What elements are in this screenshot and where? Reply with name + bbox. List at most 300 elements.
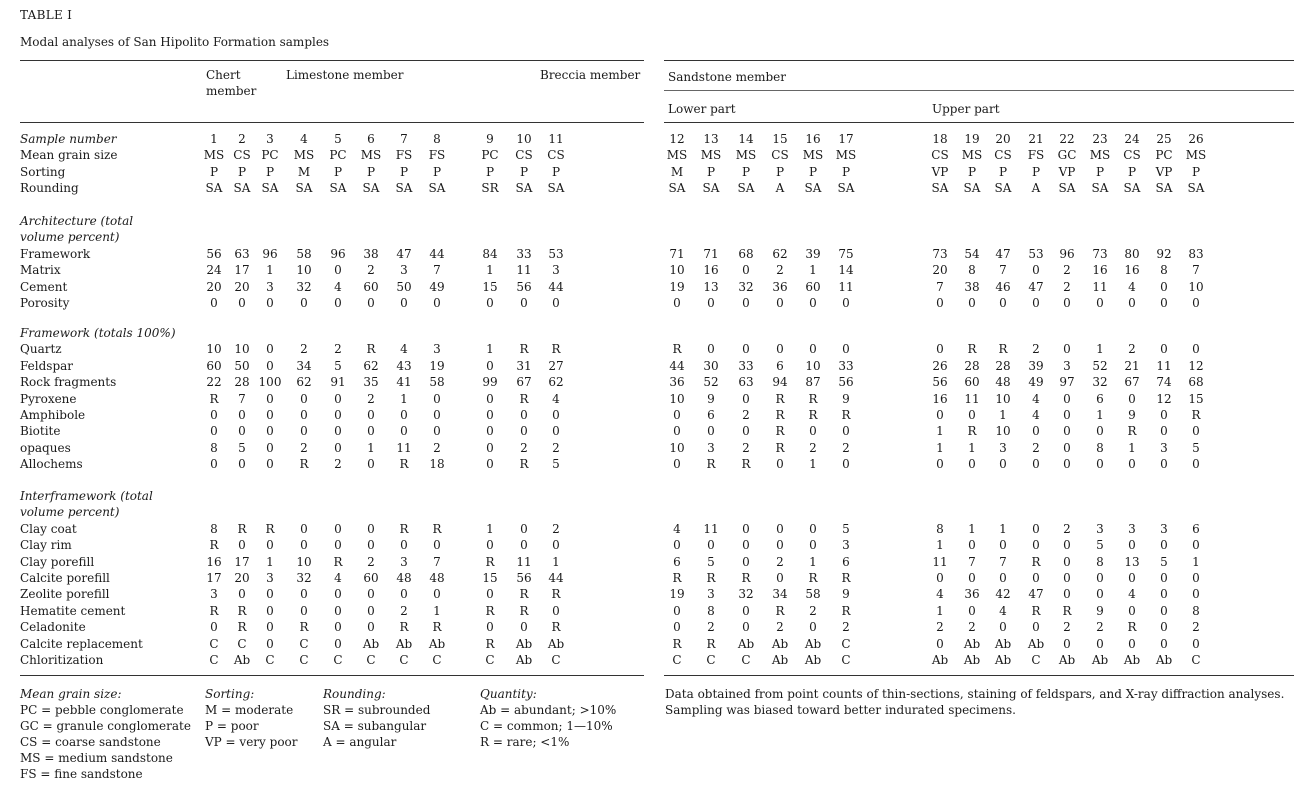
table-cell: 4 bbox=[400, 342, 408, 357]
table-cell: R bbox=[519, 457, 529, 472]
table-cell: 9 bbox=[1096, 603, 1104, 618]
table-cell: 0 bbox=[334, 603, 342, 618]
table-cell: 2 bbox=[776, 620, 784, 635]
table-cell: 0 bbox=[334, 620, 342, 635]
table-cell: 0 bbox=[968, 457, 976, 472]
table-cell: 0 bbox=[433, 424, 441, 439]
table-cell: C bbox=[1191, 653, 1201, 667]
table-cell: 2 bbox=[400, 603, 408, 618]
table-cell: R bbox=[741, 457, 751, 472]
table-cell: 0 bbox=[486, 296, 494, 310]
table-cell: 0 bbox=[673, 538, 681, 553]
row-label: Zeolite porefill bbox=[20, 587, 110, 602]
table-cell: 0 bbox=[1160, 279, 1168, 294]
table-cell: 46 bbox=[995, 279, 1011, 294]
table-cell: 83 bbox=[1188, 246, 1204, 261]
table-cell: 0 bbox=[1128, 636, 1136, 651]
table-cell: 7 bbox=[1192, 263, 1200, 278]
table-cell: R bbox=[672, 342, 682, 357]
table-cell: 1 bbox=[210, 132, 218, 146]
table-cell: R bbox=[399, 457, 409, 472]
table-cell: 33 bbox=[838, 358, 854, 373]
table-cell: 3 bbox=[1160, 521, 1168, 536]
table-cell: CS bbox=[771, 148, 789, 163]
table-cell: 0 bbox=[266, 457, 274, 472]
table-cell: 1 bbox=[1128, 440, 1136, 455]
table-cell: 0 bbox=[1160, 424, 1168, 439]
table-cell: 0 bbox=[433, 538, 441, 553]
table-cell: SA bbox=[515, 181, 533, 196]
table-cell: 0 bbox=[809, 538, 817, 553]
row-label: Rounding bbox=[20, 181, 79, 196]
table-cell: C bbox=[237, 636, 247, 651]
table-cell: 1 bbox=[367, 440, 375, 455]
table-cell: VP bbox=[931, 164, 949, 179]
table-cell: 0 bbox=[742, 391, 750, 406]
table-cell: 1 bbox=[999, 521, 1007, 536]
table-cell: A bbox=[775, 181, 785, 196]
table-cell: 0 bbox=[999, 538, 1007, 553]
table-cell: R bbox=[1191, 408, 1201, 422]
table-cell: 0 bbox=[334, 296, 342, 310]
table-cell: 0 bbox=[1160, 571, 1168, 585]
table-cell: 0 bbox=[742, 538, 750, 553]
table-cell: 0 bbox=[486, 358, 494, 373]
table-cell: 47 bbox=[995, 246, 1011, 261]
table-cell: 100 bbox=[258, 375, 282, 390]
table-cell: 17 bbox=[234, 263, 250, 278]
table-cell: 10 bbox=[206, 342, 222, 357]
table-cell: 2 bbox=[520, 440, 528, 455]
table-cell: 33 bbox=[516, 246, 532, 261]
table-cell: R bbox=[808, 391, 818, 406]
table-cell: FS bbox=[1027, 148, 1045, 163]
table-cell: 15 bbox=[482, 571, 498, 585]
table-cell: 0 bbox=[968, 296, 976, 310]
table-cell: 49 bbox=[1028, 375, 1044, 390]
table-cell: 0 bbox=[1192, 424, 1200, 439]
table-cell: 0 bbox=[334, 538, 342, 553]
table-cell: 0 bbox=[210, 296, 218, 310]
table-cell: R bbox=[333, 554, 343, 569]
table-cell: 8 bbox=[1096, 440, 1104, 455]
table-cell: 28 bbox=[964, 358, 980, 373]
table-cell: Ab bbox=[1123, 653, 1141, 667]
table-cell: 0 bbox=[1032, 263, 1040, 278]
table-cell: 19 bbox=[669, 279, 685, 294]
table-cell: 0 bbox=[742, 620, 750, 635]
table-cell: 62 bbox=[548, 375, 564, 390]
table-cell: 87 bbox=[805, 375, 821, 390]
table-cell: 0 bbox=[1192, 342, 1200, 357]
table-cell: 53 bbox=[1028, 246, 1044, 261]
table-cell: P bbox=[967, 164, 977, 179]
table-cell: 52 bbox=[1092, 358, 1108, 373]
table-cell: 2 bbox=[300, 440, 308, 455]
table-cell: R bbox=[775, 391, 785, 406]
table-cell: 21 bbox=[1124, 358, 1140, 373]
legend-item: Ab = abundant; >10% bbox=[480, 703, 617, 717]
table-cell: 39 bbox=[805, 246, 821, 261]
table-cell: 2 bbox=[809, 440, 817, 455]
table-cell: 1 bbox=[809, 263, 817, 278]
row-label: Chloritization bbox=[20, 653, 104, 667]
table-cell: 1 bbox=[433, 603, 441, 618]
table-cell: 0 bbox=[742, 263, 750, 278]
table-cell: 0 bbox=[266, 342, 274, 357]
table-cell: 0 bbox=[367, 538, 375, 553]
table-cell: C bbox=[1031, 653, 1041, 667]
row-label: Rock fragments bbox=[20, 375, 117, 390]
table-cell: 0 bbox=[520, 424, 528, 439]
table-cell: 1 bbox=[266, 263, 274, 278]
table-cell: MS bbox=[1185, 148, 1207, 163]
table-cell: 9 bbox=[1128, 408, 1136, 422]
table-cell: 58 bbox=[429, 375, 445, 390]
table-cell: R bbox=[672, 571, 682, 585]
table-cell: SA bbox=[395, 181, 413, 196]
table-cell: 0 bbox=[1160, 342, 1168, 357]
table-cell: 73 bbox=[932, 246, 948, 261]
table-cell: VP bbox=[1155, 164, 1173, 179]
table-cell: SA bbox=[963, 181, 981, 196]
table-cell: 24 bbox=[1124, 132, 1140, 146]
table-cell: 38 bbox=[964, 279, 980, 294]
table-cell: 11 bbox=[703, 521, 719, 536]
table-cell: 80 bbox=[1124, 246, 1140, 261]
table-cell: 0 bbox=[367, 296, 375, 310]
table-cell: 19 bbox=[964, 132, 980, 146]
table-cell: 0 bbox=[936, 457, 944, 472]
table-cell: 7 bbox=[238, 391, 246, 406]
table-cell: 48 bbox=[396, 571, 412, 585]
table-cell: 15 bbox=[482, 279, 498, 294]
table-cell: MS bbox=[666, 148, 688, 163]
table-cell: 0 bbox=[776, 342, 784, 357]
table-cell: 0 bbox=[809, 296, 817, 310]
table-cell: 4 bbox=[673, 521, 681, 536]
table-cell: 0 bbox=[520, 408, 528, 422]
table-cell: R bbox=[841, 408, 851, 422]
table-cell: 0 bbox=[968, 571, 976, 585]
table-cell: 0 bbox=[1160, 603, 1168, 618]
table-cell: SA bbox=[737, 181, 755, 196]
table-cell: Ab bbox=[963, 653, 981, 667]
table-cell: 50 bbox=[396, 279, 412, 294]
table-cell: 0 bbox=[1192, 636, 1200, 651]
table-cell: 8 bbox=[1192, 603, 1200, 618]
legend-item: A = angular bbox=[323, 735, 397, 749]
table-cell: 12 bbox=[1188, 358, 1204, 373]
table-cell: 0 bbox=[673, 603, 681, 618]
row-label: Mean grain size bbox=[20, 148, 118, 163]
table-cell: 44 bbox=[548, 571, 564, 585]
table-cell: SA bbox=[261, 181, 279, 196]
table-cell: 7 bbox=[999, 554, 1007, 569]
table-cell: P bbox=[485, 164, 495, 179]
table-cell: 0 bbox=[210, 424, 218, 439]
table-cell: R bbox=[841, 603, 851, 618]
table-cell: 0 bbox=[968, 603, 976, 618]
table-cell: SA bbox=[1058, 181, 1076, 196]
header-chert-member: Chert member bbox=[206, 68, 257, 98]
table-cell: 8 bbox=[433, 132, 441, 146]
table-cell: 8 bbox=[968, 263, 976, 278]
table-cell: 7 bbox=[936, 279, 944, 294]
table-cell: 2 bbox=[1128, 342, 1136, 357]
table-cell: 6 bbox=[1192, 521, 1200, 536]
table-cell: R bbox=[775, 424, 785, 439]
table-cell: P bbox=[998, 164, 1008, 179]
table-cell: R bbox=[998, 342, 1008, 357]
table-cell: A bbox=[1031, 181, 1041, 196]
table-cell: 2 bbox=[1032, 440, 1040, 455]
table-cell: MS bbox=[835, 148, 857, 163]
row-label: opaques bbox=[20, 440, 71, 455]
table-cell: R bbox=[519, 342, 529, 357]
table-cell: 0 bbox=[968, 538, 976, 553]
table-cell: Ab bbox=[362, 636, 380, 651]
section-title: Architecture (total bbox=[20, 214, 134, 228]
table-cell: 0 bbox=[334, 408, 342, 422]
table-cell: 1 bbox=[486, 342, 494, 357]
table-cell: 2 bbox=[742, 440, 750, 455]
table-cell: 4 bbox=[1032, 391, 1040, 406]
table-cell: 0 bbox=[842, 457, 850, 472]
table-cell: R bbox=[519, 587, 529, 602]
table-cell: 0 bbox=[367, 603, 375, 618]
table-cell: 0 bbox=[707, 296, 715, 310]
table-cell: Ab bbox=[771, 636, 789, 651]
table-cell: 97 bbox=[1059, 375, 1075, 390]
table-cell: R bbox=[237, 521, 247, 536]
table-cell: 0 bbox=[266, 391, 274, 406]
table-cell: 0 bbox=[1063, 538, 1071, 553]
table-cell: 84 bbox=[482, 246, 498, 261]
table-cell: 75 bbox=[838, 246, 854, 261]
table-cell: 0 bbox=[400, 408, 408, 422]
table-cell: 26 bbox=[932, 358, 948, 373]
table-cell: 2 bbox=[809, 603, 817, 618]
table-cell: 0 bbox=[1063, 342, 1071, 357]
table-cell: R bbox=[209, 603, 219, 618]
table-cell: 0 bbox=[936, 636, 944, 651]
table-cell: MS bbox=[203, 148, 225, 163]
table-cell: 0 bbox=[520, 521, 528, 536]
table-cell: 1 bbox=[809, 554, 817, 569]
table-cell: R bbox=[237, 620, 247, 635]
row-label: Amphibole bbox=[20, 408, 86, 422]
legend-title: Mean grain size: bbox=[20, 687, 122, 701]
table-cell: R bbox=[706, 636, 716, 651]
table-cell: MS bbox=[735, 148, 757, 163]
table-cell: 0 bbox=[552, 538, 560, 553]
table-cell: 7 bbox=[999, 263, 1007, 278]
table-cell: MS bbox=[360, 148, 382, 163]
table-cell: 6 bbox=[367, 132, 375, 146]
row-label: Hematite cement bbox=[20, 603, 126, 618]
table-cell: 3 bbox=[210, 587, 218, 602]
table-cell: R bbox=[485, 636, 495, 651]
table-cell: 0 bbox=[266, 603, 274, 618]
table-cell: 5 bbox=[1096, 538, 1104, 553]
table-cell: 0 bbox=[936, 571, 944, 585]
table-cell: 0 bbox=[936, 342, 944, 357]
table-cell: 63 bbox=[234, 246, 250, 261]
table-cell: C bbox=[209, 653, 219, 667]
table-cell: 5 bbox=[1192, 440, 1200, 455]
table-cell: 0 bbox=[1192, 296, 1200, 310]
table-cell: 0 bbox=[707, 538, 715, 553]
legend-item: FS = fine sandstone bbox=[20, 767, 143, 781]
table-cell: 0 bbox=[1160, 408, 1168, 422]
table-cell: 0 bbox=[707, 424, 715, 439]
table-cell: 67 bbox=[516, 375, 532, 390]
table-cell: R bbox=[209, 538, 219, 553]
table-caption: Modal analyses of San Hipolito Formation samples bbox=[20, 35, 330, 49]
table-cell: P bbox=[366, 164, 376, 179]
table-cell: SA bbox=[804, 181, 822, 196]
table-cell: 22 bbox=[1059, 132, 1075, 146]
table-cell: 2 bbox=[300, 342, 308, 357]
table-cell: 3 bbox=[266, 571, 274, 585]
table-cell: VP bbox=[1058, 164, 1076, 179]
header-limestone-member: Limestone member bbox=[286, 68, 404, 82]
table-cell: 0 bbox=[552, 408, 560, 422]
table-cell: 0 bbox=[1032, 538, 1040, 553]
table-cell: SA bbox=[1123, 181, 1141, 196]
table-cell: 0 bbox=[1063, 440, 1071, 455]
table-cell: 68 bbox=[1188, 375, 1204, 390]
table-cell: R bbox=[967, 342, 977, 357]
table-cell: SA bbox=[702, 181, 720, 196]
table-cell: 0 bbox=[1063, 391, 1071, 406]
table-cell: R bbox=[706, 571, 716, 585]
table-cell: SA bbox=[233, 181, 251, 196]
section-title: Framework (totals 100%) bbox=[20, 326, 176, 340]
table-cell: PC bbox=[261, 148, 279, 163]
table-cell: 2 bbox=[1096, 620, 1104, 635]
table-cell: 56 bbox=[206, 246, 222, 261]
table-cell: 1 bbox=[552, 554, 560, 569]
table-cell: Ab bbox=[804, 636, 822, 651]
table-cell: R bbox=[1127, 424, 1137, 439]
table-cell: 0 bbox=[300, 603, 308, 618]
table-cell: 3 bbox=[400, 263, 408, 278]
table-cell: R bbox=[299, 457, 309, 472]
table-cell: 60 bbox=[964, 375, 980, 390]
table-cell: 0 bbox=[742, 342, 750, 357]
table-cell: 3 bbox=[707, 587, 715, 602]
table-cell: 94 bbox=[772, 375, 788, 390]
table-cell: 50 bbox=[234, 358, 250, 373]
table-cell: R bbox=[485, 603, 495, 618]
legend-item: M = moderate bbox=[205, 703, 294, 717]
table-cell: 7 bbox=[968, 554, 976, 569]
table-cell: 0 bbox=[742, 603, 750, 618]
table-cell: 0 bbox=[300, 296, 308, 310]
row-label: Celadonite bbox=[20, 620, 86, 635]
table-cell: Ab bbox=[547, 636, 565, 651]
table-cell: 0 bbox=[1063, 587, 1071, 602]
table-cell: 10 bbox=[296, 554, 312, 569]
table-cell: 2 bbox=[367, 554, 375, 569]
table-cell: 3 bbox=[433, 342, 441, 357]
table-cell: 5 bbox=[707, 554, 715, 569]
table-cell: C bbox=[366, 653, 376, 667]
table-cell: P bbox=[237, 164, 247, 179]
table-cell: 49 bbox=[429, 279, 445, 294]
table-cell: 0 bbox=[1063, 457, 1071, 472]
row-label: Porosity bbox=[20, 296, 70, 310]
table-cell: 6 bbox=[776, 358, 784, 373]
table-cell: C bbox=[399, 653, 409, 667]
table-cell: 2 bbox=[842, 620, 850, 635]
table-cell: 42 bbox=[995, 587, 1011, 602]
table-cell: 0 bbox=[1032, 521, 1040, 536]
table-cell: SA bbox=[668, 181, 686, 196]
table-cell: 8 bbox=[210, 440, 218, 455]
table-cell: 0 bbox=[936, 296, 944, 310]
table-cell: 33 bbox=[738, 358, 754, 373]
table-cell: 0 bbox=[1063, 571, 1071, 585]
table-cell: FS bbox=[428, 148, 446, 163]
table-cell: 60 bbox=[363, 279, 379, 294]
table-cell: MS bbox=[700, 148, 722, 163]
table-cell: 20 bbox=[932, 263, 948, 278]
table-cell: 0 bbox=[400, 587, 408, 602]
table-cell: R bbox=[485, 554, 495, 569]
table-cell: 2 bbox=[707, 620, 715, 635]
table-cell: 0 bbox=[1128, 391, 1136, 406]
table-cell: 17 bbox=[838, 132, 854, 146]
footnote: Data obtained from point counts of thin-sections, staining of feldspars, and X-ray diffraction analyses. Sampling was biased toward better indurated specimens. bbox=[665, 687, 1285, 717]
table-cell: 0 bbox=[707, 342, 715, 357]
table-cell: 15 bbox=[772, 132, 788, 146]
header-lower-part: Lower part bbox=[668, 102, 736, 116]
header-upper-part: Upper part bbox=[932, 102, 1000, 116]
table-cell: 17 bbox=[234, 554, 250, 569]
table-cell: Ab bbox=[515, 636, 533, 651]
table-cell: 0 bbox=[210, 408, 218, 422]
table-cell: 1 bbox=[936, 440, 944, 455]
table-cell: 71 bbox=[669, 246, 685, 261]
table-cell: 1 bbox=[999, 408, 1007, 422]
table-cell: 11 bbox=[548, 132, 564, 146]
table-cell: 0 bbox=[300, 587, 308, 602]
table-cell: R bbox=[265, 521, 275, 536]
table-cell: 11 bbox=[516, 263, 532, 278]
table-cell: CS bbox=[1123, 148, 1141, 163]
table-cell: SA bbox=[295, 181, 313, 196]
legend-item: CS = coarse sandstone bbox=[20, 735, 161, 749]
table-cell: R bbox=[672, 636, 682, 651]
table-cell: Ab bbox=[737, 636, 755, 651]
table-cell: 2 bbox=[334, 457, 342, 472]
table-cell: 11 bbox=[964, 391, 980, 406]
table-cell: 0 bbox=[1160, 587, 1168, 602]
table-cell: SA bbox=[1091, 181, 1109, 196]
table-cell: 68 bbox=[738, 246, 754, 261]
table-cell: R bbox=[706, 457, 716, 472]
table-cell: 4 bbox=[334, 279, 342, 294]
table-cell: 0 bbox=[367, 424, 375, 439]
table-cell: 0 bbox=[742, 424, 750, 439]
table-cell: 11 bbox=[396, 440, 412, 455]
table-cell: 1 bbox=[809, 457, 817, 472]
table-cell: PC bbox=[481, 148, 499, 163]
table-cell: 0 bbox=[1160, 620, 1168, 635]
